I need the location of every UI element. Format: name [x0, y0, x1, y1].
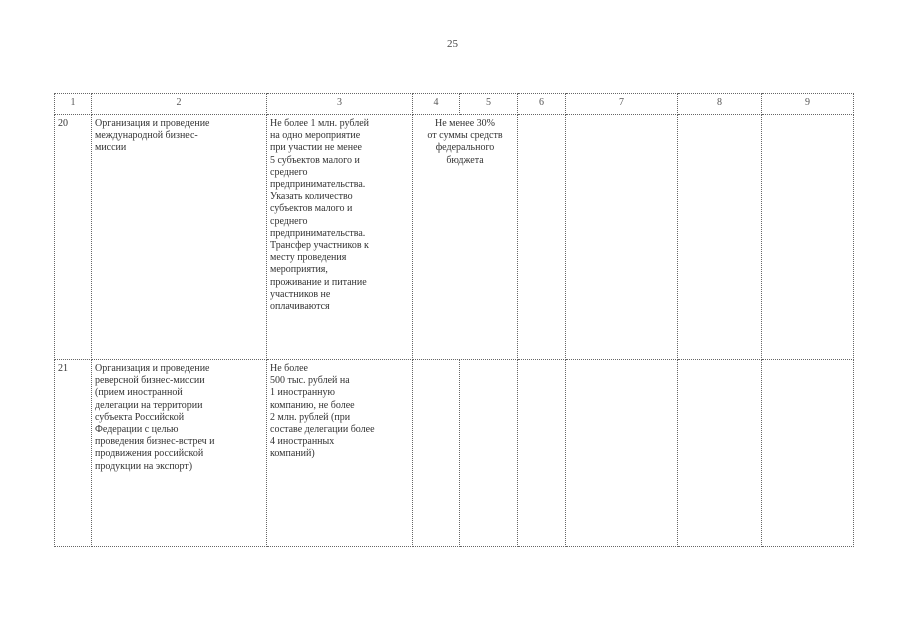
empty-cell	[566, 115, 678, 360]
data-table	[54, 93, 854, 547]
row-name: Организация и проведение реверсной бизнес-миссии (прием иностранной делегации на территории субъекта Российской Федерации с целью проведения бизнес-встреч и продвижения российской продукции на экспорт)	[95, 363, 215, 472]
empty-cell	[566, 360, 678, 547]
column-header: 2	[92, 94, 267, 115]
empty-cell	[518, 115, 566, 360]
column-header: 3	[267, 94, 413, 115]
row-number: 20	[55, 115, 92, 360]
row-conditions-cell	[267, 360, 413, 547]
empty-cell	[762, 360, 854, 547]
column-header: 6	[518, 94, 566, 115]
empty-cell	[460, 360, 518, 547]
page-number: 25	[447, 38, 458, 50]
row-conditions: Не более 500 тыс. рублей на 1 иностранную компанию, не более 2 млн. рублей (при составе делегации более 4 иностранных компаний)	[270, 363, 375, 460]
row-conditions-cell	[267, 115, 413, 360]
empty-cell	[678, 115, 762, 360]
table-row	[55, 360, 854, 547]
row-name: Организация и проведение международной бизнес- миссии	[95, 118, 210, 154]
column-header: 8	[678, 94, 762, 115]
row-number: 21	[55, 360, 92, 547]
table-row	[55, 115, 854, 360]
column-header: 1	[55, 94, 92, 115]
table-header-row	[55, 94, 854, 115]
row-cofinancing: Не менее 30% от суммы средств федерального бюджета	[427, 118, 503, 166]
column-header: 5	[460, 94, 518, 115]
column-header: 4	[413, 94, 460, 115]
row-name-cell	[92, 115, 267, 360]
empty-cell	[518, 360, 566, 547]
empty-cell	[678, 360, 762, 547]
empty-cell	[762, 115, 854, 360]
row-name-cell	[92, 360, 267, 547]
cofinancing-cell	[413, 115, 518, 360]
column-header: 9	[762, 94, 854, 115]
row-conditions: Не более 1 млн. рублей на одно мероприятие при участии не менее 5 субъектов малого и среднего предпринимательства. Указать количество субъектов малого и среднего предпринимательства. Трансфер участников к месту проведения мероприятия, проживание и питание участников не оплачиваются	[270, 118, 370, 313]
empty-cell	[413, 360, 460, 547]
column-header: 7	[566, 94, 678, 115]
